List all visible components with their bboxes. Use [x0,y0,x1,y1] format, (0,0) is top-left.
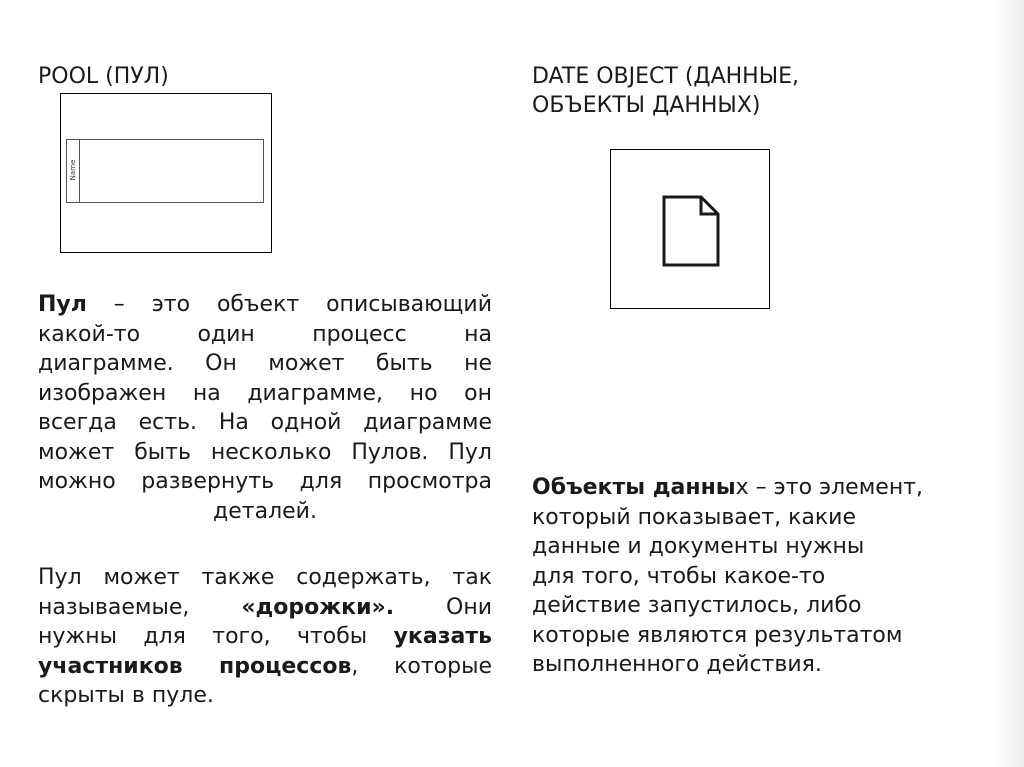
data-object-description [532,473,972,680]
pool-shape [66,139,264,203]
data-object-diagram-image [610,149,770,309]
data-desc-line: Объекты данных – это элемент, [532,475,924,500]
pool-desc-line: может быть несколько Пулов. Пул [38,439,492,465]
pool-lane-label: Name [69,159,77,181]
page-shadow-edge [994,0,1024,767]
data-desc-line: для того, чтобы какое-то [532,563,826,589]
pool-lanes-line: скрыты в пуле. [38,683,214,708]
pool-desc-line: изображен на диаграмме, но он [38,380,492,406]
data-object-heading: DATE OBJECT (ДАННЫЕ, ОБЪЕКТЫ ДАННЫХ) [532,64,800,118]
pool-heading: POOL (ПУЛ) [38,64,169,89]
pool-lanes-description [38,563,492,711]
participants-term: указать [393,624,492,649]
pool-lanes-line: участников процессов, которые [38,653,492,679]
data-desc-line: которые являются результатом [532,622,903,648]
lanes-term: «дорожки». [241,594,395,620]
pool-term: Пул [38,292,87,317]
pool-desc-line: диаграмме. Он может быть не [38,351,492,376]
participants-term-cont: участников процессов [38,653,352,679]
pool-lane-header [67,140,80,202]
data-desc-line: действие запустилось, либо [532,593,862,618]
pool-diagram-image [60,93,272,253]
pool-desc-line: деталей. [213,498,317,524]
pool-lanes-line: называемые, «дорожки». Они [38,594,492,620]
data-desc-line: который показывает, какие [532,504,857,530]
pool-lanes-line: Пул может также содержать, так [38,565,492,590]
data-object-term: Объекты данны [532,475,736,500]
document-icon [661,194,721,268]
data-desc-line: данные и документы нужны [532,534,865,559]
pool-desc-line: всегда есть. На одной диаграмме [38,410,492,435]
data-desc-line: выполненного действия. [532,652,822,677]
pool-desc-line: Пул – это объект описывающий [38,292,492,317]
pool-desc-line: можно развернуть для просмотра [38,469,492,494]
pool-desc-line: какой-то один процесс на [38,321,492,347]
pool-lanes-line: нужны для того, чтобы указать [38,624,492,649]
pool-description [38,290,492,526]
